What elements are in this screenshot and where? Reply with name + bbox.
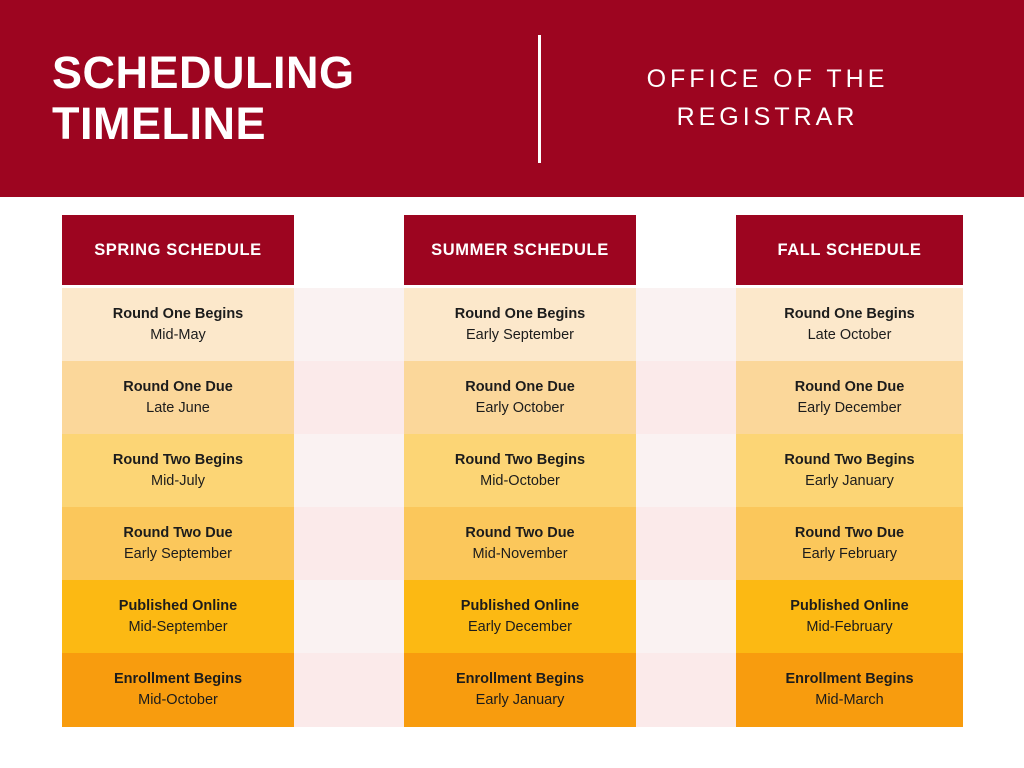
schedule-cell-date: Early September <box>466 327 574 343</box>
schedule-cell-date: Early January <box>475 692 565 708</box>
row-gap-cell <box>294 580 404 654</box>
schedule-cell-fall-1 <box>736 361 963 435</box>
page-title-line-2: TIMELINE <box>52 97 266 149</box>
schedule-cell-summer-0 <box>404 288 636 362</box>
row-gap-cell <box>636 361 736 435</box>
schedule-cell-fall-4 <box>736 580 963 654</box>
schedule-cell-title: Round Two Due <box>465 524 575 541</box>
schedule-cell-date: Mid-May <box>150 327 206 343</box>
schedule-cell-date: Early December <box>797 400 902 416</box>
schedule-cell-title: Round Two Due <box>794 524 905 541</box>
schedule-cell-summer-1 <box>404 361 636 435</box>
schedule-cell-title: Round One Due <box>123 378 233 395</box>
schedule-cell-title: Enrollment Begins <box>113 670 243 687</box>
row-gap-cell <box>636 580 736 654</box>
schedule-cell-title: Round One Begins <box>454 305 586 322</box>
schedule-cell-date: Mid-September <box>128 619 228 635</box>
column-header-spring: SPRING SCHEDULE <box>62 215 294 285</box>
schedule-cell-date: Mid-March <box>815 692 884 708</box>
schedule-cell-summer-5 <box>404 653 636 727</box>
row-gap-cell <box>636 434 736 508</box>
schedule-cell-title: Round One Due <box>794 378 905 395</box>
schedule-cell-summer-4 <box>404 580 636 654</box>
schedule-cell-summer-2 <box>404 434 636 508</box>
schedule-cell-title: Published Online <box>460 597 580 614</box>
schedule-cell-title: Round One Begins <box>784 305 915 322</box>
schedule-cell-date: Early February <box>801 546 898 562</box>
schedule-grid <box>62 215 963 723</box>
schedule-cell-fall-2 <box>736 434 963 508</box>
page-title-line-1: SCHEDULING <box>52 47 355 99</box>
schedule-cell-date: Mid-October <box>480 473 560 489</box>
schedule-cell-date: Early December <box>468 619 572 635</box>
schedule-cell-spring-2 <box>62 434 294 508</box>
schedule-cell-title: Published Online <box>118 597 238 614</box>
row-gap-cell <box>636 507 736 581</box>
schedule-cell-summer-3 <box>404 507 636 581</box>
schedule-cell-spring-5 <box>62 653 294 727</box>
row-gap-cell <box>294 361 404 435</box>
header-subtitle-line-2: REGISTRAR <box>676 102 859 131</box>
page-header <box>0 0 1024 197</box>
schedule-cell-fall-3 <box>736 507 963 581</box>
row-gap-cell <box>636 653 736 727</box>
header-subtitle <box>541 61 1024 136</box>
schedule-cell-date: Late June <box>146 400 210 416</box>
header-spacer <box>294 215 404 285</box>
row-gap-cell <box>636 288 736 362</box>
schedule-cell-fall-0 <box>736 288 963 362</box>
row-gap-cell <box>294 288 404 362</box>
schedule-cell-title: Round Two Begins <box>784 451 915 468</box>
schedule-cell-title: Round Two Begins <box>454 451 586 468</box>
schedule-cell-spring-1 <box>62 361 294 435</box>
schedule-cell-spring-0 <box>62 288 294 362</box>
row-gap-cell <box>294 507 404 581</box>
schedule-cell-date: Late October <box>807 327 892 343</box>
schedule-cell-date: Early September <box>124 546 232 562</box>
schedule-cell-title: Round Two Begins <box>112 451 244 468</box>
schedule-cell-title: Round One Due <box>465 378 575 395</box>
schedule-cell-date: Mid-October <box>138 692 218 708</box>
schedule-cell-date: Early January <box>805 473 894 489</box>
schedule-cell-title: Enrollment Begins <box>785 670 914 687</box>
schedule-cell-date: Mid-February <box>806 619 893 635</box>
column-header-fall: FALL SCHEDULE <box>736 215 963 285</box>
schedule-table <box>62 215 963 723</box>
schedule-cell-date: Early October <box>475 400 565 416</box>
schedule-cell-title: Published Online <box>790 597 909 614</box>
schedule-cell-title: Round One Begins <box>112 305 244 322</box>
header-spacer <box>636 215 736 285</box>
header-subtitle-line-1: OFFICE OF THE <box>646 65 889 93</box>
schedule-cell-spring-3 <box>62 507 294 581</box>
column-header-summer: SUMMER SCHEDULE <box>404 215 636 285</box>
schedule-cell-title: Round Two Due <box>123 524 233 541</box>
schedule-cell-title: Enrollment Begins <box>455 670 585 687</box>
schedule-cell-date: Mid-November <box>472 546 568 562</box>
schedule-cell-date: Mid-July <box>151 473 205 489</box>
schedule-cell-spring-4 <box>62 580 294 654</box>
schedule-cell-fall-5 <box>736 653 963 727</box>
row-gap-cell <box>294 434 404 508</box>
page-title <box>52 48 482 149</box>
row-gap-cell <box>294 653 404 727</box>
